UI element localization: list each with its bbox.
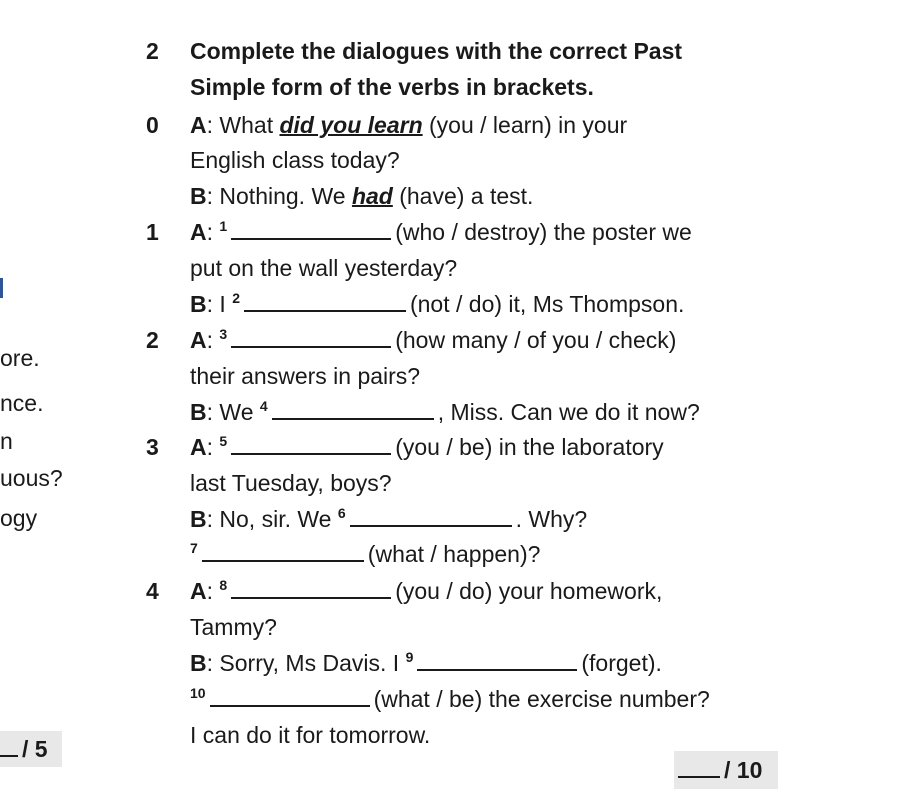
gap-number: 3 — [219, 326, 228, 342]
gap-number: 10 — [190, 685, 206, 701]
item-1-line-b — [190, 291, 684, 318]
item-3-line-a2: last Tuesday, boys? — [190, 470, 392, 496]
item-2-line-a2: their answers in pairs? — [190, 363, 421, 389]
answer-blank-4[interactable] — [272, 402, 434, 420]
item-text: : No, sir. We — [206, 506, 332, 532]
item-4-line-a — [190, 578, 662, 605]
left-fragment: ore. — [0, 345, 40, 371]
answer-blank-10[interactable] — [210, 689, 370, 707]
item-text: , Miss. Can we do it now? — [437, 399, 700, 425]
item-text: : Sorry, Ms Davis. I — [206, 650, 400, 676]
speaker-a-label: A — [190, 112, 207, 138]
item-text: . Why? — [515, 506, 588, 532]
answer-blank-6[interactable] — [350, 509, 512, 527]
item-0-line-a — [190, 112, 627, 139]
score-blank[interactable] — [678, 760, 720, 778]
left-score — [0, 736, 48, 763]
exercise-number: 2 — [146, 38, 159, 64]
item-text: (not / do) it, Ms Thompson. — [409, 291, 685, 317]
gap-number: 9 — [405, 649, 414, 665]
item-text: : — [206, 219, 214, 245]
left-fragment: n — [0, 428, 13, 454]
item-text: : — [206, 578, 214, 604]
speaker-a-label: A — [190, 578, 207, 604]
speaker-b-label: B — [190, 650, 207, 676]
item-text: (you / be) in the laboratory — [395, 434, 664, 460]
instruction-line-1: Complete the dialogues with the correct Past — [190, 38, 683, 64]
item-4-line-d: I can do it for tomorrow. — [190, 722, 431, 748]
left-column-accent — [0, 278, 3, 298]
left-fragment: ogy — [0, 505, 38, 531]
speaker-a-label: A — [190, 434, 207, 460]
item-0-line-b — [190, 183, 533, 210]
exercise-score-text: / 10 — [724, 757, 763, 783]
speaker-b-label: B — [190, 399, 207, 425]
item-text: (how many / of you / check) — [395, 327, 677, 353]
score-blank[interactable] — [0, 739, 18, 757]
item-text: (who / destroy) the poster we — [395, 219, 692, 245]
item-text: : What — [206, 112, 280, 138]
item-text: : I — [206, 291, 226, 317]
speaker-a-label: A — [190, 219, 207, 245]
item-2-line-b — [190, 399, 700, 426]
gap-number: 2 — [232, 290, 240, 306]
item-1-line-a — [190, 219, 692, 246]
item-text: (you / do) your homework, — [395, 578, 663, 604]
speaker-b-label: B — [190, 183, 207, 209]
item-0-line-a2: English class today? — [190, 147, 400, 173]
answer-blank-3[interactable] — [231, 330, 391, 348]
answer-blank-2[interactable] — [244, 294, 406, 312]
item-text: (have) a test. — [392, 183, 534, 209]
item-text: (what / be) the exercise number? — [373, 686, 710, 712]
item-4-line-b — [190, 650, 662, 677]
left-score-text: / 5 — [22, 736, 48, 762]
speaker-b-label: B — [190, 291, 207, 317]
gap-number: 4 — [259, 398, 268, 414]
item-text: : — [206, 327, 214, 353]
gap-number: 8 — [219, 577, 228, 593]
item-text: (you / learn) in your — [422, 112, 628, 138]
item-2-line-a — [190, 327, 676, 354]
answer-blank-7[interactable] — [202, 544, 364, 562]
item-number: 2 — [146, 327, 159, 353]
answer-blank-5[interactable] — [231, 437, 391, 455]
speaker-b-label: B — [190, 506, 207, 532]
item-text: : We — [206, 399, 254, 425]
item-text: : — [206, 434, 214, 460]
item-text: (what / happen)? — [367, 541, 541, 567]
instruction-line-2: Simple form of the verbs in brackets. — [190, 74, 594, 100]
answer-blank-9[interactable] — [417, 653, 577, 671]
item-3-line-c — [190, 541, 540, 568]
example-answer: had — [351, 183, 393, 209]
speaker-a-label: A — [190, 327, 207, 353]
exercise-score — [676, 757, 762, 784]
item-number: 3 — [146, 434, 159, 460]
item-4-line-c — [190, 686, 710, 713]
item-1-line-a2: put on the wall yesterday? — [190, 255, 458, 281]
answer-blank-8[interactable] — [231, 581, 391, 599]
example-answer: did you learn — [279, 112, 423, 138]
gap-number: 5 — [219, 433, 228, 449]
item-text: (forget). — [581, 650, 662, 676]
left-fragment: nce. — [0, 390, 44, 416]
item-4-line-a2: Tammy? — [190, 614, 277, 640]
item-number: 1 — [146, 219, 159, 245]
item-3-line-a — [190, 434, 664, 461]
left-fragment: uous? — [0, 465, 63, 491]
item-number: 0 — [146, 112, 159, 138]
answer-blank-1[interactable] — [231, 222, 391, 240]
item-text: : Nothing. We — [206, 183, 352, 209]
gap-number: 7 — [190, 540, 198, 556]
gap-number: 6 — [337, 505, 346, 521]
item-number: 4 — [146, 578, 159, 604]
item-3-line-b — [190, 506, 587, 533]
gap-number: 1 — [219, 218, 228, 234]
